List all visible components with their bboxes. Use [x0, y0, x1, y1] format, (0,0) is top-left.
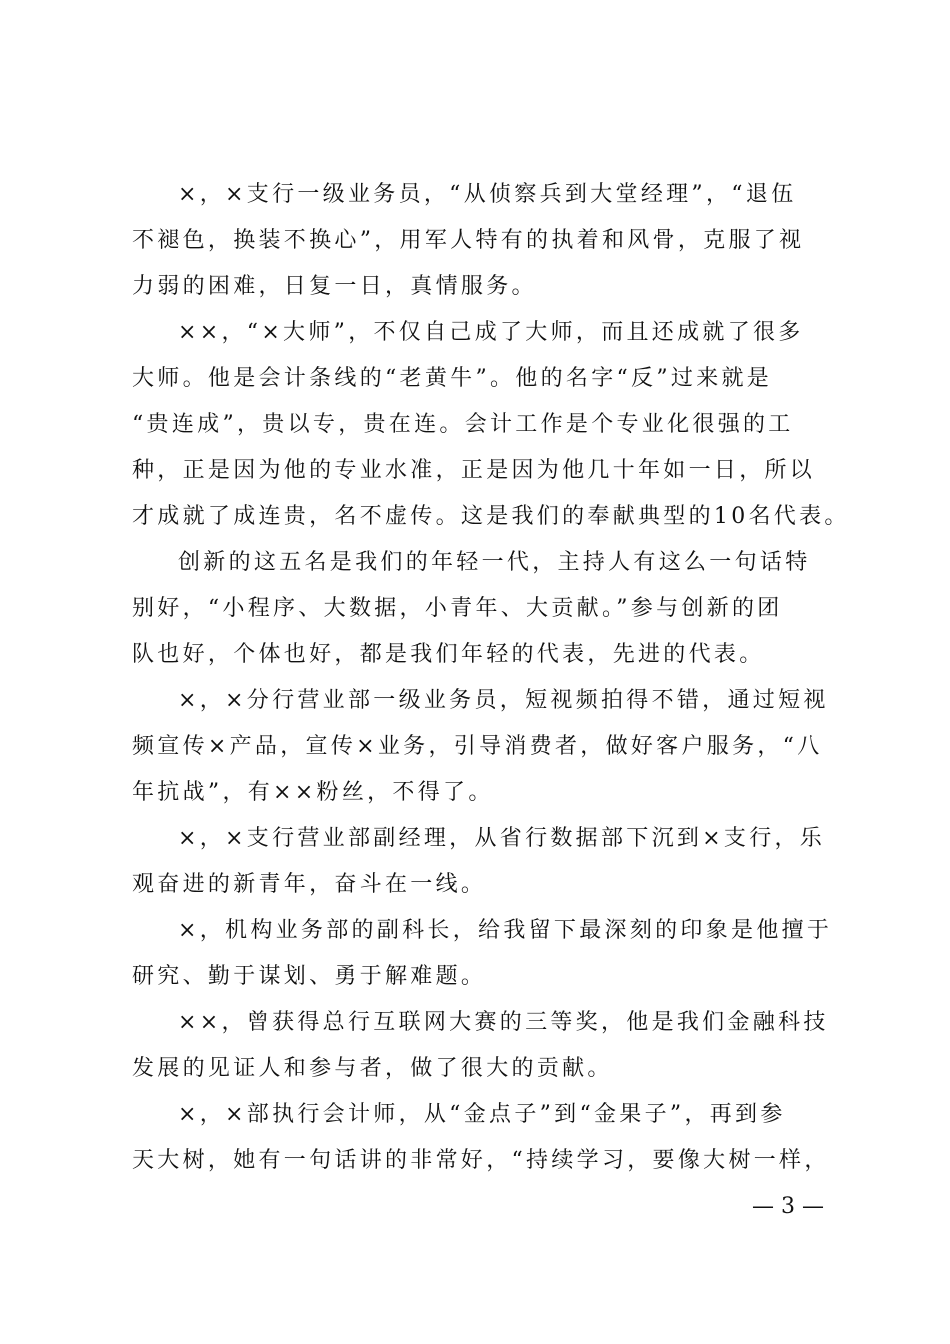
paragraph-4-line-1: ×，×分行营业部一级业务员，短视频拍得不错，通过短视 — [178, 688, 829, 713]
paragraph-7-line-2: 发展的见证人和参与者，做了很大的贡献。 — [132, 1056, 613, 1081]
paragraph-8-line-1: ×，×部执行会计师，从“金点子”到“金果子”，再到参 — [178, 1102, 786, 1127]
page-number: — 3 — — [752, 1194, 824, 1219]
paragraph-7-line-1: ××，曾获得总行互联网大赛的三等奖，他是我们金融科技 — [178, 1010, 829, 1035]
paragraph-3-line-3: 队也好，个体也好，都是我们年轻的代表，先进的代表。 — [132, 642, 765, 667]
paragraph-5-line-2: 观奋进的新青年，奋斗在一线。 — [132, 872, 487, 897]
paragraph-5-line-1: ×，×支行营业部副经理，从省行数据部下沉到×支行，乐 — [178, 826, 826, 851]
paragraph-2-line-1: ××，“×大师”，不仅自己成了大师，而且还成就了很多 — [178, 320, 804, 345]
paragraph-2-line-5: 才成就了成连贵，名不虚传。这是我们的奉献典型的10名代表。 — [132, 504, 850, 529]
paragraph-6-line-1: ×，机构业务部的副科长，给我留下最深刻的印象是他擅于 — [178, 918, 833, 943]
paragraph-3-line-2: 别好，“小程序、大数据，小青年、大贡献。”参与创新的团 — [132, 596, 783, 621]
paragraph-3-line-1: 创新的这五名是我们的年轻一代，主持人有这么一句话特 — [178, 550, 811, 575]
paragraph-2-line-4: 种，正是因为他的专业水准，正是因为他几十年如一日，所以 — [132, 458, 816, 483]
paragraph-4-line-2: 频宣传×产品，宣传×业务，引导消费者，做好客户服务，“八 — [132, 734, 823, 759]
paragraph-8-line-2: 天大树，她有一句话讲的非常好，“持续学习，要像大树一样， — [132, 1148, 830, 1173]
paragraph-1-line-3: 力弱的困难，日复一日，真情服务。 — [132, 274, 537, 299]
paragraph-2-line-3: “贵连成”，贵以专，贵在连。会计工作是个专业化很强的工 — [132, 412, 794, 437]
paragraph-2-line-2: 大师。他是会计条线的“老黄牛”。他的名字“反”过来就是 — [132, 366, 773, 391]
paragraph-1-line-2: 不褪色，换装不换心”，用军人特有的执着和风骨，克服了视 — [132, 228, 805, 253]
paragraph-1-line-1: ×，×支行一级业务员，“从侦察兵到大堂经理”，“退伍 — [178, 182, 797, 207]
paragraph-4-line-3: 年抗战”，有××粉丝，不得了。 — [132, 780, 494, 805]
paragraph-6-line-2: 研究、勤于谋划、勇于解难题。 — [132, 964, 487, 989]
